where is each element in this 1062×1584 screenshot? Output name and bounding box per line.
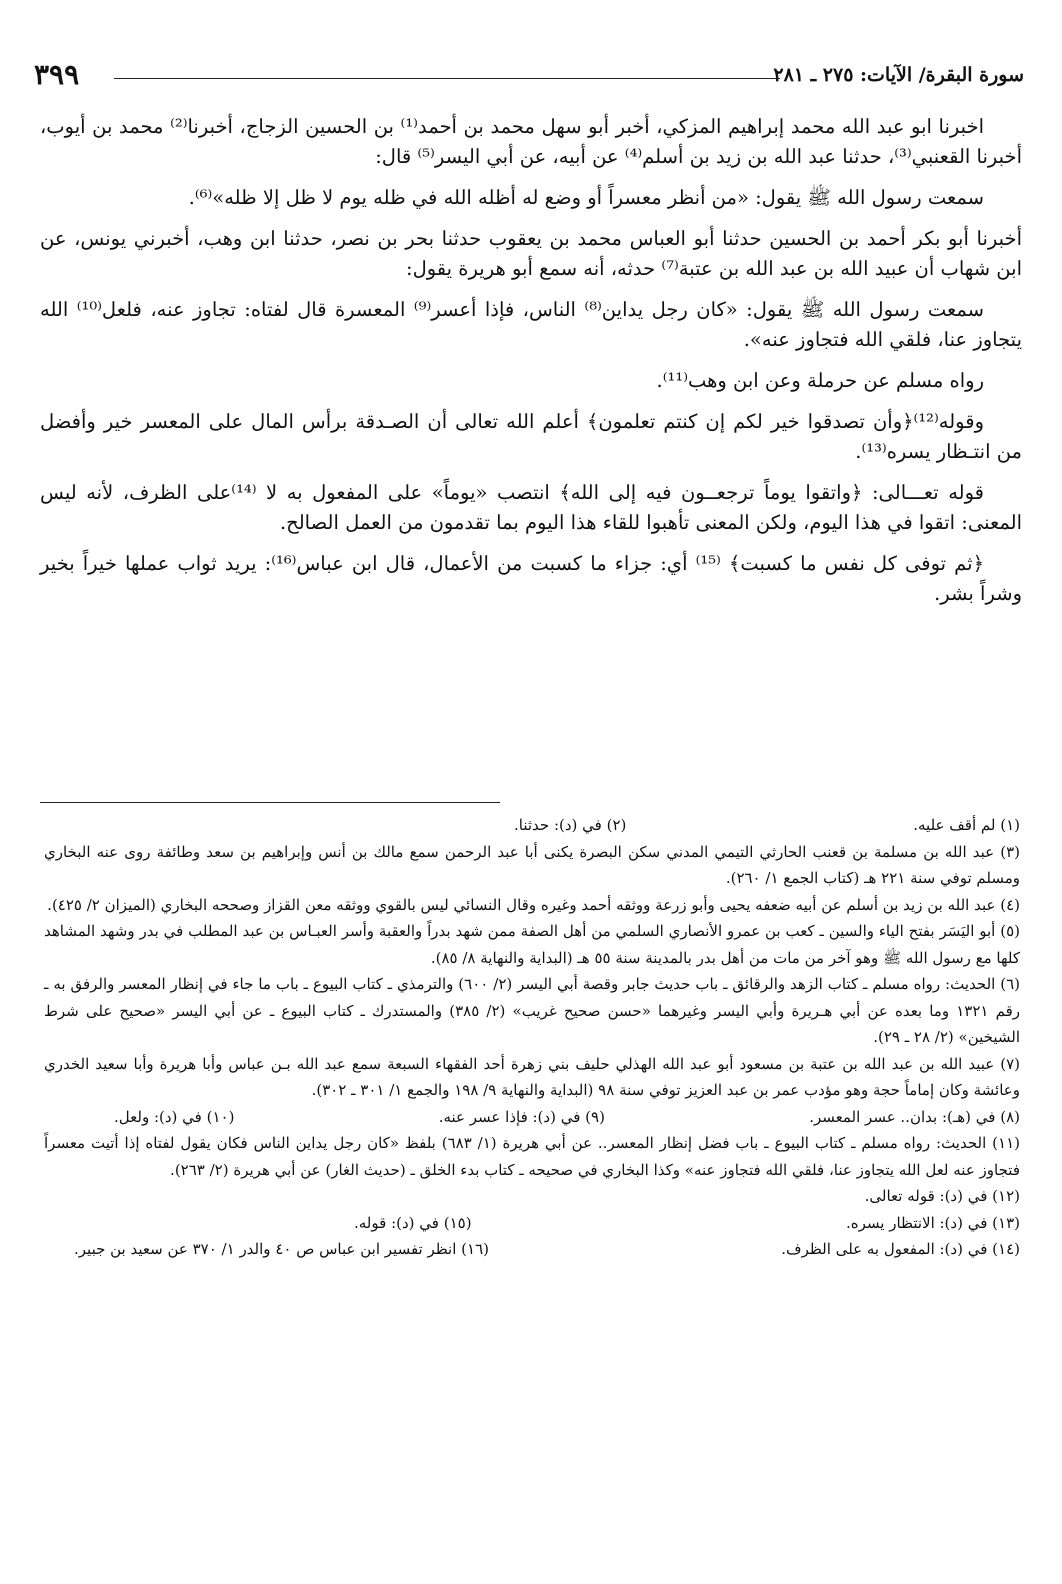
footnote: (٤) عبد الله بن زيد بن أسلم عن أبيه ضعفه يحيى وأبو زرعة ووثقه أحمد وغيره وقال النسائي ليس بالقوي ووثقه معن القزاز وصححه البخاري (الميزان ٢/ ٤٢٥). — [47, 895, 1020, 914]
footnote: (٨) في (هـ): بدان.. عسر المعسر. — [809, 1107, 1020, 1126]
footnote-separator — [40, 802, 500, 803]
paragraph: اخبرنا ابو عبد الله محمد إبراهيم المزكي، أخبر أبو سهل محمد بن أحمد⁽¹⁾ بن الحسين الزجاج، أخبرنا⁽²⁾ محمد بن أيوب، أخبرنا القعنبي⁽³⁾، حدثنا عبد الله بن زيد بن أسلم⁽⁴⁾ عن أبيه، عن أبي اليسر⁽⁵⁾ قال: — [40, 115, 1022, 168]
footnote: (١٥) في (د): قوله. — [354, 1213, 472, 1232]
footnote-row — [44, 1104, 1020, 1131]
paragraph: أخبرنا أبو بكر أحمد بن الحسين حدثنا أبو العباس محمد بن يعقوب حدثنا بحر بن نصر، حدثنا ابن وهب، أخبرني يونس، عن ابن شهاب أن عبيد الله بن عبد الله بن عتبة⁽⁷⁾ حدثه، أنه سمع أبو هريرة يقول: — [40, 227, 1022, 280]
footnote: (١٦) انظر تفسير ابن عباس ص ٤٠ والدر ١/ ٣٧٠ عن سعيد بن جبير. — [74, 1240, 490, 1258]
footnote: (١) لم أقف عليه. — [913, 816, 1020, 834]
footnote: (٩) في (د): فإذا عسر عنه. — [438, 1107, 605, 1126]
footnote: (٥) أبو اليَسَر بفتح الياء والسين ـ كعب بن عمرو الأنصاري السلمي من أهل الصفة ممن شهد بدراً والعقبة وأسر العبـاس بن عبد المطلب في بدر وشهد المشاهد كلها مع رسول الله ﷺ وهو آخر من مات من أهل بدر بالمدينة سنة ٥٥ هـ (البداية والنهاية ٨/ ٨٥). — [44, 922, 1020, 967]
footnote: (٦) الحديث: رواه مسلم ـ كتاب الزهد والرقائق ـ باب حديث جابر وقصة أبي اليسر (٢/ ٦٠٠) والترمذي ـ كتاب البيوع ـ باب ما جاء في إنظار المعسر والرفق به ـ رقم ١٣٢١ وما بعده عن أبي هـريرة وأبي اليسر وغيرهما «حسن صحيح غريب» (٢/ ٣٨٥) والمستدرك ـ كتاب البيوع ـ عن أبي اليسر «صحيح على شرط الشيخين» (٢/ ٢٨ ـ ٢٩). — [44, 975, 1021, 1046]
footnote: (٣) عبد الله بن مسلمة بن قعنب الحارثي التيمي المدني سكن البصرة يكنى أبا عبد الرحمن سمع مالك بن أنس وإبراهيم بن سعد وطائفة روى عنه البخاري ومسلم توفي سنة ٢٢١ هـ (كتاب الجمع ١/ ٢٦٠). — [44, 842, 1020, 887]
footnote: (٧) عبيد الله بن عبد الله بن عتبة بن مسعود أبو عبد الله الهذلي حليف بني زهرة أحد الفقهاء السبعة سمع عبد الله بـن عباس وأبا هريرة وأبا سعيد الخدري وعائشة وكان إماماً حجة وهو مؤدب عمر بن عبد العزيز توفي سنة ٩٨ (البداية والنهاية ٩/ ١٩٨ والجمع ١/ ٣٠١ ـ ٣٠٢). — [44, 1054, 1020, 1099]
running-title: سورة البقرة/ الآيات: ٢٧٥ ـ ٢٨١ — [773, 64, 1024, 86]
paragraph: رواه مسلم عن حرملة وعن ابن وهب⁽¹¹⁾. — [656, 369, 984, 392]
footnote-row — [44, 1236, 1020, 1263]
footnote: (١٠) في (د): ولعل. — [114, 1107, 235, 1126]
footnotes — [44, 812, 1020, 1263]
footnote: (١٢) في (د): قوله تعالى. — [864, 1187, 1020, 1205]
paragraph: وقوله⁽¹²⁾﴿وأن تصدقوا خير لكم إن كنتم تعلمون﴾ أعلم الله تعالى أن الصـدقة برأس المال على المعسر خير وأفضل من انتـظار يسره⁽¹³⁾. — [40, 410, 1022, 463]
paragraph: سمعت رسول الله ﷺ يقول: «كان رجل يداين⁽⁸⁾ الناس، فإذا أعسر⁽⁹⁾ المعسرة قال لفتاه: تجاوز عنه، فلعل⁽¹⁰⁾ الله يتجاوز عنا، فلقي الله فتجاوز عنه». — [40, 298, 1022, 351]
main-text — [40, 112, 1022, 620]
header-rule — [114, 78, 780, 79]
paragraph: قوله تعـــالى: ﴿واتقوا يوماً ترجعــون فيه إلى الله﴾ انتصب «يوماً» على المفعول به لا ⁽¹⁴⁾على الظرف، لأنه ليس المعنى: اتقوا في هذا اليوم، ولكن المعنى تأهبوا للقاء هذا اليوم بما تقدمون من العمل الصالح. — [40, 481, 1022, 534]
footnote: (١٣) في (د): الانتظار يسره. — [845, 1213, 1020, 1232]
page-header — [34, 58, 1024, 98]
footnote: (٢) في (د): حدثنا. — [514, 816, 627, 834]
paragraph: ﴿ثم توفى كل نفس ما كسبت﴾ ⁽¹⁵⁾ أي: جزاء ما كسبت من الأعمال، قال ابن عباس⁽¹⁶⁾: يريد ثواب عملها خيراً بخير وشراً بشر. — [40, 552, 1022, 605]
footnote: (١١) الحديث: رواه مسلم ـ كتاب البيوع ـ باب فضل إنظار المعسر.. عن أبي هريرة (١/ ٦٨٣) بلفظ «كان رجل يداين الناس فكان يقول لفتاه إذا أتيت معسراً فتجاوز عنه لعل الله يتجاوز عنا، فلقي الله فتجاوز عنه» وكذا البخاري في صحيحه ـ كتاب بدء الخلق ـ (حديث الغار) عن أبي هريرة (٢/ ٢٦٣). — [44, 1134, 1020, 1179]
footnote-row — [44, 812, 1020, 839]
page-number: ٣٩٩ — [34, 58, 80, 91]
paragraph: سمعت رسول الله ﷺ يقول: «من أنظر معسراً أو وضع له أظله الله في ظله يوم لا ظل إلا ظله»⁽⁶⁾. — [188, 186, 984, 209]
footnote: (١٤) في (د): المفعول به على الظرف. — [781, 1240, 1020, 1258]
footnote-row — [44, 1210, 1020, 1237]
